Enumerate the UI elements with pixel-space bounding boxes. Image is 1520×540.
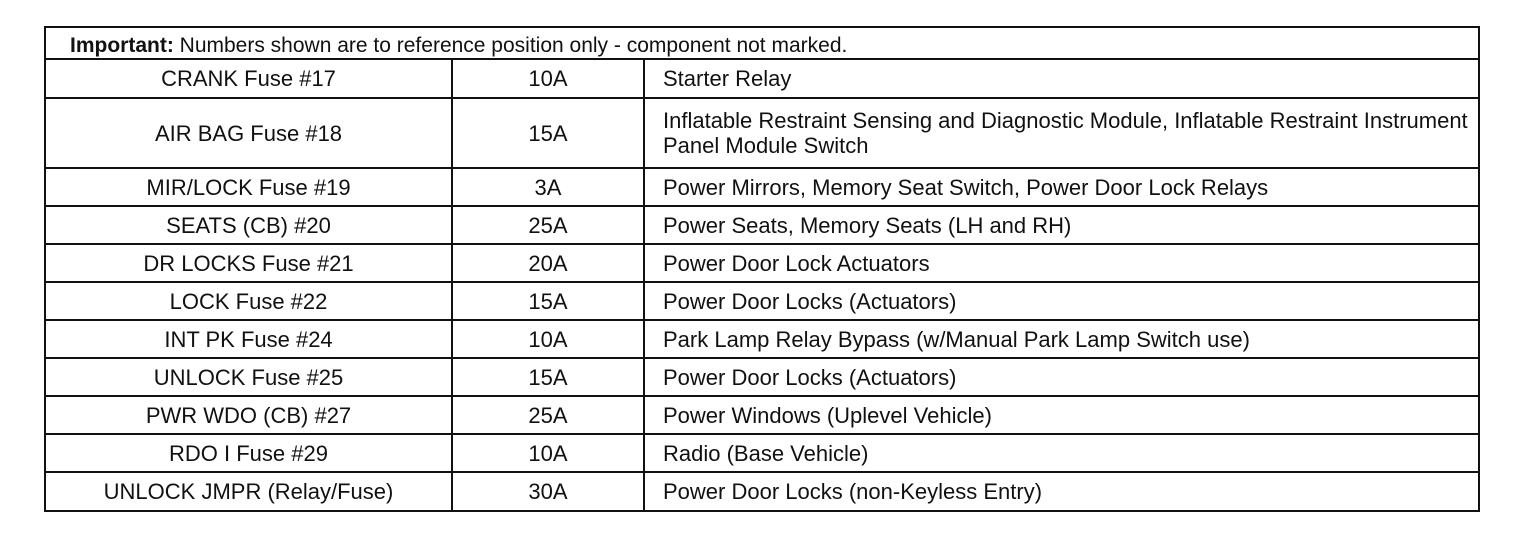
amperage-cell: 15A <box>452 98 644 168</box>
amperage-cell: 25A <box>452 206 644 244</box>
circuit-description-cell: Power Door Lock Actuators <box>644 244 1478 282</box>
fuse-name-cell: MIR/LOCK Fuse #19 <box>46 168 452 206</box>
amperage-cell: 25A <box>452 396 644 434</box>
fuse-reference-table <box>44 26 1480 512</box>
fuse-table <box>46 60 1478 510</box>
fuse-name-cell: PWR WDO (CB) #27 <box>46 396 452 434</box>
amperage-cell: 10A <box>452 434 644 472</box>
amperage-cell: 15A <box>452 282 644 320</box>
table-row <box>46 282 1478 320</box>
amperage-cell: 30A <box>452 472 644 510</box>
table-row <box>46 358 1478 396</box>
table-row <box>46 244 1478 282</box>
table-row <box>46 60 1478 98</box>
fuse-name-cell: DR LOCKS Fuse #21 <box>46 244 452 282</box>
circuit-description-cell: Power Mirrors, Memory Seat Switch, Power Door Lock Relays <box>644 168 1478 206</box>
circuit-description-cell: Inflatable Restraint Sensing and Diagnostic Module, Inflatable Restraint Instrument Panel Module Switch <box>644 98 1478 168</box>
amperage-cell: 15A <box>452 358 644 396</box>
circuit-description-cell: Power Door Locks (non-Keyless Entry) <box>644 472 1478 510</box>
fuse-name-cell: UNLOCK JMPR (Relay/Fuse) <box>46 472 452 510</box>
fuse-name-cell: UNLOCK Fuse #25 <box>46 358 452 396</box>
table-row <box>46 320 1478 358</box>
fuse-name-cell: CRANK Fuse #17 <box>46 60 452 98</box>
table-row <box>46 168 1478 206</box>
amperage-cell: 3A <box>452 168 644 206</box>
circuit-description-cell: Power Door Locks (Actuators) <box>644 282 1478 320</box>
table-row <box>46 434 1478 472</box>
important-note-text: Numbers shown are to reference position only - component not marked. <box>173 34 848 57</box>
fuse-name-cell: SEATS (CB) #20 <box>46 206 452 244</box>
circuit-description-cell: Power Seats, Memory Seats (LH and RH) <box>644 206 1478 244</box>
circuit-description-cell: Power Door Locks (Actuators) <box>644 358 1478 396</box>
important-note <box>46 28 1478 60</box>
circuit-description-cell: Power Windows (Uplevel Vehicle) <box>644 396 1478 434</box>
table-row <box>46 98 1478 168</box>
table-row <box>46 206 1478 244</box>
table-row <box>46 396 1478 434</box>
fuse-name-cell: AIR BAG Fuse #18 <box>46 98 452 168</box>
circuit-description-cell: Radio (Base Vehicle) <box>644 434 1478 472</box>
fuse-name-cell: RDO I Fuse #29 <box>46 434 452 472</box>
circuit-description-cell: Park Lamp Relay Bypass (w/Manual Park Lamp Switch use) <box>644 320 1478 358</box>
table-row <box>46 472 1478 510</box>
fuse-name-cell: INT PK Fuse #24 <box>46 320 452 358</box>
amperage-cell: 10A <box>452 320 644 358</box>
circuit-description-cell: Starter Relay <box>644 60 1478 98</box>
amperage-cell: 20A <box>452 244 644 282</box>
amperage-cell: 10A <box>452 60 644 98</box>
important-label: Important: <box>70 34 174 57</box>
fuse-name-cell: LOCK Fuse #22 <box>46 282 452 320</box>
